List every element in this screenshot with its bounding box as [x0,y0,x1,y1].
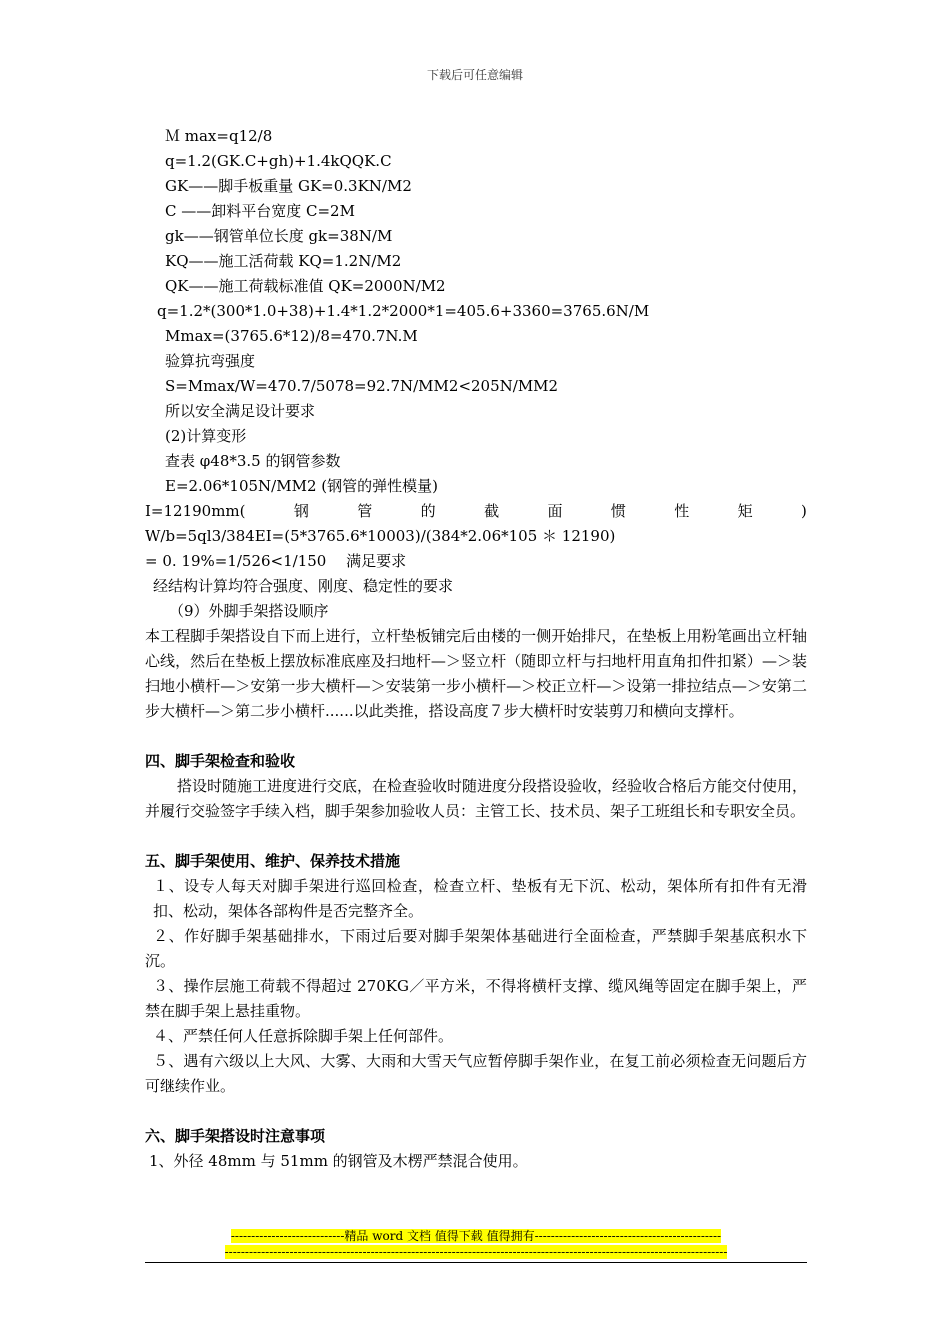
calc-line: Ｍ max=q12/8 [165,127,273,145]
section-5-item [145,1049,807,1099]
inertia-part: 管 [357,502,373,520]
inertia-part: ) [801,502,807,520]
calc-line: E=2.06*105N/MM2 (钢管的弹性模量) [165,477,438,495]
inertia-part: 性 [674,502,690,520]
section-5-item: ４、严禁任何人任意拆除脚手架上任何部件。 [153,1027,454,1045]
calc-line: GK——脚手板重量 GK=0.3KN/M2 [165,177,412,195]
document-body [145,124,807,1174]
calc-line: 查表 φ48*3.5 的钢管参数 [165,452,341,470]
section-4-heading: 四、脚手架检查和验收 [145,752,296,770]
section-6-item: 1、外径 48mm 与 51mm 的钢管及木楞严禁混合使用。 [149,1152,528,1170]
section-4-paragraph: 搭设时随施工进度进行交底，在检查验收时随进度分段搭设验收，经验收合格后方能交付使用，并履行交验签字手续入档，脚手架参加验收人员：主管工长、技术员、架子工班组长和专职安全员。 [145,777,808,820]
result-line: = 0. 19%=1/526<1/150 满足要求 [145,552,407,570]
page-header: 下载后可任意编辑 [426,68,523,82]
inertia-part: 的 [420,502,436,520]
calc-line: QK——施工荷载标准值 QK=2000N/M2 [165,277,446,295]
inertia-part: 面 [547,502,563,520]
section-5-item-text: ５、遇有六级以上大风、大雾、大雨和大雪天气应暂停脚手架作业，在复工前必须检查无问题后方可继续作业。 [145,1052,807,1095]
calc-line: Mmax=(3765.6*12)/8=470.7N.M [165,327,418,345]
section-5-item-text: ２、作好脚手架基础排水，下雨过后要对脚手架架体基础进行全面检查，严禁脚手架基底积水下沉。 [145,927,807,970]
sequence-heading: （9）外脚手架搭设顺序 [169,602,329,620]
section-5-heading: 五、脚手架使用、维护、保养技术措施 [145,852,401,870]
section-6-heading: 六、脚手架搭设时注意事项 [145,1127,326,1145]
section-5-item: １、设专人每天对脚手架进行巡回检查，检查立杆、垫板有无下沉、松动，架体所有扣件有无滑扣、松动，架体各部构件是否完整齐全。 [153,877,807,920]
sequence-paragraph: 本工程脚手架搭设自下而上进行，立杆垫板铺完后由楼的一侧开始排尺，在垫板上用粉笔画出立杆轴心线，然后在垫板上摆放标准底座及扫地杆—＞竖立杆（随即立杆与扫地杆用直角扣件扣紧）—＞装扫地小横杆—＞安第一步大横杆—＞安装第一步小横杆—＞校正立杆—＞设第一排拉结点—＞安第二步大横杆—＞第二步小横杆......以此类推，搭设高度７步大横杆时安装剪刀和横向支撑杆。 [145,627,807,720]
inertia-line [145,499,807,524]
calc-line: q=1.2*(300*1.0+38)+1.4*1.2*2000*1=405.6+3360=3765.6N/M [157,302,650,320]
section-5-item-text: ３、操作层施工荷载不得超过 270KG／平方米，不得将横杆支撑、缆风绳等固定在脚手架上，严禁在脚手架上悬挂重物。 [145,977,807,1020]
deflection-line: W/b=5ql3/384EI=(5*3765.6*10003)/(384*2.06*105 ＊ 12190) [145,527,616,545]
calc-line: KQ——施工活荷载 KQ=1.2N/M2 [165,252,402,270]
calc-line: 验算抗弯强度 [165,352,256,370]
section-5-item [145,974,807,1024]
calc-line: gk——钢管单位长度 gk=38N/M [165,227,393,245]
footer-banner: ----------------------------精品 word 文档 值得下载 值得拥有---------------------------------------------- [230,1229,722,1243]
calc-line: 所以安全满足设计要求 [165,402,316,420]
inertia-part: 钢 [293,502,309,520]
page-footer [145,1228,807,1260]
inertia-part: 惯 [610,502,626,520]
footer-rule [145,1262,807,1263]
section-5-item [145,924,807,974]
calc-line: q=1.2(GK.C+gh)+1.4kQQK.C [165,152,392,170]
inertia-part: I=12190mm( [145,502,246,520]
inertia-part: 截 [484,502,500,520]
calc-line: (2)计算变形 [165,427,247,445]
calc-line: C ——卸料平台宽度 C=2M [165,202,355,220]
conclusion-line: 经结构计算均符合强度、刚度、稳定性的要求 [153,577,454,595]
footer-dash-line: ---------------------------------------------------------------------------------------------------------------------------- [224,1245,728,1259]
calc-line: S=Mmax/W=470.7/5078=92.7N/MM2<205N/MM2 [165,377,559,395]
inertia-part: 矩 [737,502,753,520]
